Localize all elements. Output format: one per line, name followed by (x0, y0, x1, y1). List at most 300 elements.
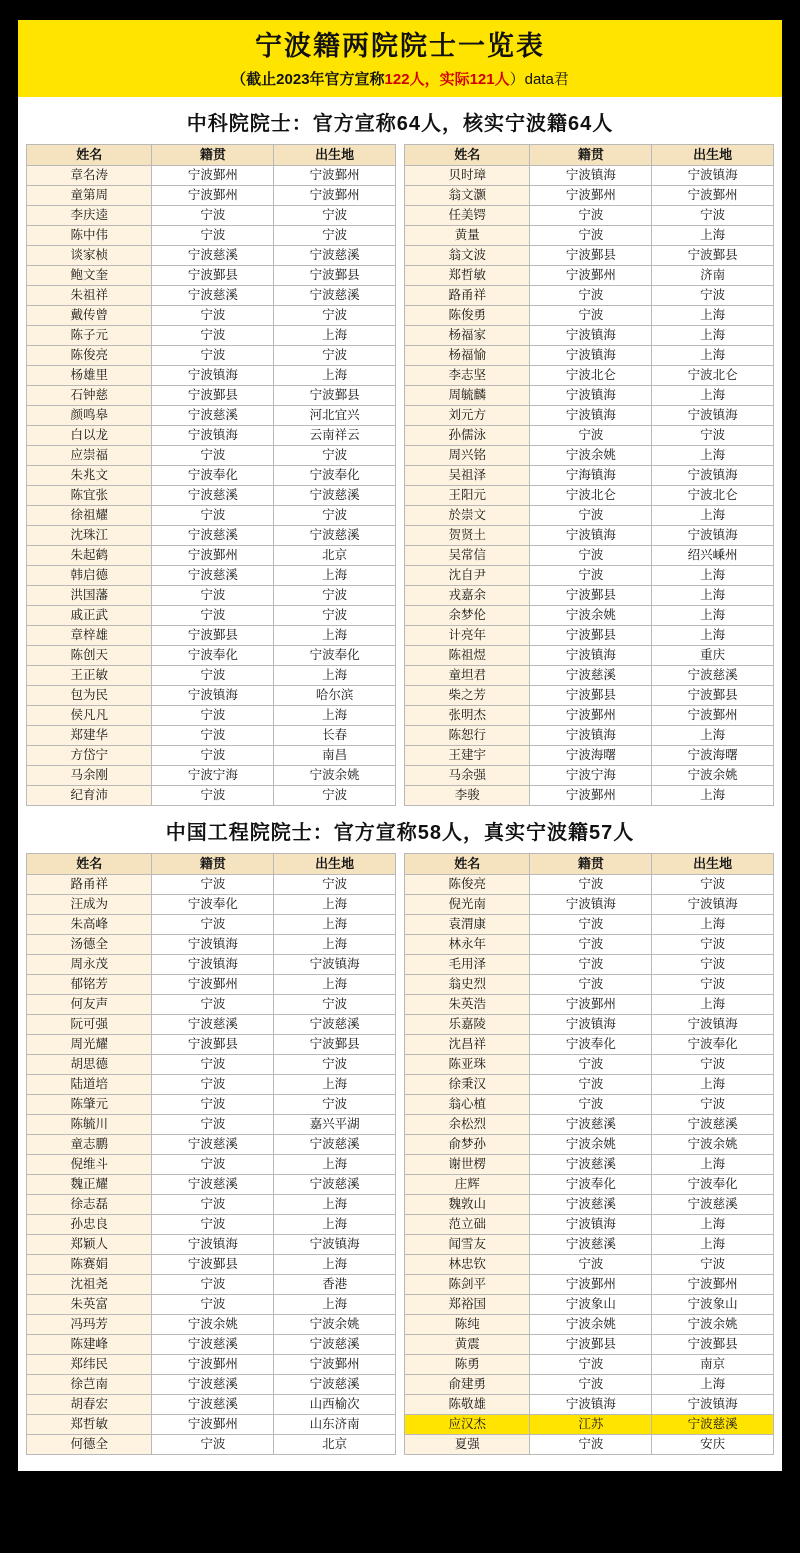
cell-ancestry: 宁波鄞县 (152, 265, 274, 285)
cell-ancestry: 宁波 (152, 305, 274, 325)
cell-birthplace: 宁波 (274, 205, 396, 225)
cell-ancestry: 宁波 (152, 325, 274, 345)
cell-name: 倪光南 (405, 894, 530, 914)
cell-ancestry: 宁波 (530, 225, 652, 245)
cas-table-right (404, 144, 774, 806)
col-name: 姓名 (405, 853, 530, 874)
cell-ancestry: 宁波 (530, 545, 652, 565)
table-row (27, 725, 396, 745)
cell-ancestry: 宁波宁海 (152, 765, 274, 785)
col-birthplace: 出生地 (274, 144, 396, 165)
table-row (27, 745, 396, 765)
cell-birthplace: 安庆 (652, 1434, 774, 1454)
cell-name: 郁铭芳 (27, 974, 152, 994)
table-row (405, 1314, 774, 1334)
col-name: 姓名 (405, 144, 530, 165)
cell-name: 戎嘉余 (405, 585, 530, 605)
cell-ancestry: 宁波慈溪 (152, 405, 274, 425)
cell-birthplace: 上海 (652, 1154, 774, 1174)
cell-name: 鲍文奎 (27, 265, 152, 285)
table-row (405, 185, 774, 205)
cell-birthplace: 上海 (274, 665, 396, 685)
table-row (27, 165, 396, 185)
cell-birthplace: 宁波鄞州 (652, 1274, 774, 1294)
cell-name: 胡思德 (27, 1054, 152, 1074)
cell-name: 陈俊勇 (405, 305, 530, 325)
table-row (27, 285, 396, 305)
cell-birthplace: 上海 (274, 625, 396, 645)
cell-name: 方岱宁 (27, 745, 152, 765)
table-row (27, 1294, 396, 1314)
table-row (27, 1434, 396, 1454)
cell-birthplace: 宁波慈溪 (652, 1114, 774, 1134)
cell-ancestry: 宁波 (152, 914, 274, 934)
table-row (27, 765, 396, 785)
cell-birthplace: 上海 (274, 565, 396, 585)
cell-birthplace: 宁波 (652, 425, 774, 445)
page-title: 宁波籍两院院士一览表 (255, 31, 545, 61)
cell-ancestry: 宁波奉化 (530, 1174, 652, 1194)
cell-ancestry: 宁波鄞州 (530, 265, 652, 285)
cell-birthplace: 重庆 (652, 645, 774, 665)
table-row (27, 1074, 396, 1094)
table-row (405, 205, 774, 225)
cell-name: 倪维斗 (27, 1154, 152, 1174)
cell-name: 郑哲敏 (27, 1414, 152, 1434)
cell-name: 朱英富 (27, 1294, 152, 1314)
cell-birthplace: 宁波鄞县 (274, 265, 396, 285)
cell-birthplace: 上海 (652, 325, 774, 345)
cell-name: 刘元方 (405, 405, 530, 425)
table-row (27, 1214, 396, 1234)
cell-name: 陈俊亮 (27, 345, 152, 365)
table-row (27, 1094, 396, 1114)
cell-birthplace: 河北宜兴 (274, 405, 396, 425)
cell-birthplace: 宁波 (274, 1054, 396, 1074)
cell-ancestry: 宁波 (152, 745, 274, 765)
cell-name: 翁文波 (405, 245, 530, 265)
cell-ancestry: 宁波镇海 (530, 894, 652, 914)
cell-ancestry: 宁波镇海 (530, 385, 652, 405)
cell-name: 贝时璋 (405, 165, 530, 185)
cell-name: 陈剑平 (405, 1274, 530, 1294)
cell-birthplace: 宁波 (274, 305, 396, 325)
table-row (405, 1074, 774, 1094)
cell-name: 何德全 (27, 1434, 152, 1454)
cell-name: 路甬祥 (27, 874, 152, 894)
table-row (405, 1274, 774, 1294)
cell-name: 李骏 (405, 785, 530, 805)
cell-name: 毛用泽 (405, 954, 530, 974)
cae-table-left (26, 853, 396, 1455)
table-row (405, 1154, 774, 1174)
cell-ancestry: 宁波慈溪 (152, 1394, 274, 1414)
cae-table-right (404, 853, 774, 1455)
col-ancestry: 籍贯 (152, 853, 274, 874)
table-row (405, 245, 774, 265)
cell-ancestry: 宁波镇海 (530, 1394, 652, 1414)
cell-name: 郑纬民 (27, 1354, 152, 1374)
cell-name: 张明杰 (405, 705, 530, 725)
cell-birthplace: 上海 (652, 445, 774, 465)
section-heading-cae: 中国工程院院士：官方宣称58人，真实宁波籍57人 (18, 806, 782, 853)
cell-birthplace: 上海 (274, 1154, 396, 1174)
table-row (405, 1054, 774, 1074)
cell-name: 任美锷 (405, 205, 530, 225)
cell-ancestry: 宁波奉化 (530, 1034, 652, 1054)
cell-name: 吴祖泽 (405, 465, 530, 485)
cell-ancestry: 宁波鄞州 (530, 185, 652, 205)
cell-birthplace: 上海 (274, 1294, 396, 1314)
cell-ancestry: 宁波鄞县 (152, 625, 274, 645)
table-row (27, 1014, 396, 1034)
cell-birthplace: 北京 (274, 545, 396, 565)
table-row (27, 1334, 396, 1354)
cell-birthplace: 宁波 (652, 934, 774, 954)
cell-ancestry: 宁波 (152, 785, 274, 805)
table-row (27, 265, 396, 285)
cell-name: 黄震 (405, 1334, 530, 1354)
table-row (27, 605, 396, 625)
cell-name: 魏正耀 (27, 1174, 152, 1194)
cell-name: 陈俊亮 (405, 874, 530, 894)
cell-ancestry: 宁波鄞州 (530, 785, 652, 805)
cell-birthplace: 上海 (274, 934, 396, 954)
cell-name: 魏敦山 (405, 1194, 530, 1214)
cell-birthplace: 上海 (652, 505, 774, 525)
cell-birthplace: 上海 (652, 585, 774, 605)
cell-birthplace: 宁波余姚 (274, 1314, 396, 1334)
cell-birthplace: 宁波 (652, 285, 774, 305)
cell-name: 陈肇元 (27, 1094, 152, 1114)
table-row (405, 605, 774, 625)
cell-birthplace: 山西榆次 (274, 1394, 396, 1414)
cell-birthplace: 宁波 (274, 225, 396, 245)
cell-name: 王正敏 (27, 665, 152, 685)
col-name: 姓名 (27, 853, 152, 874)
table-row (405, 1174, 774, 1194)
table-row (405, 1194, 774, 1214)
table-row (405, 874, 774, 894)
cell-ancestry: 宁波 (152, 725, 274, 745)
cell-ancestry: 宁波 (152, 1214, 274, 1234)
cell-ancestry: 宁波奉化 (152, 894, 274, 914)
cell-ancestry: 宁波 (152, 605, 274, 625)
cell-birthplace: 宁波鄞州 (274, 165, 396, 185)
table-row (27, 974, 396, 994)
table-row (405, 1114, 774, 1134)
cell-name: 汤德全 (27, 934, 152, 954)
cell-birthplace: 宁波慈溪 (652, 665, 774, 685)
table-row (27, 994, 396, 1014)
cell-ancestry: 宁波奉化 (152, 645, 274, 665)
cell-ancestry: 宁波象山 (530, 1294, 652, 1314)
table-row (405, 1354, 774, 1374)
cell-birthplace: 宁波象山 (652, 1294, 774, 1314)
cell-name: 童坦君 (405, 665, 530, 685)
cell-birthplace: 宁波鄞州 (652, 705, 774, 725)
table-row (27, 954, 396, 974)
table-row (27, 1134, 396, 1154)
page-subtitle (18, 68, 782, 89)
cell-ancestry: 宁波 (152, 345, 274, 365)
table-row (405, 325, 774, 345)
cell-ancestry: 宁波 (152, 1154, 274, 1174)
table-row (405, 465, 774, 485)
table-row (405, 585, 774, 605)
cell-birthplace: 上海 (652, 385, 774, 405)
table-row (27, 645, 396, 665)
cell-birthplace: 宁波慈溪 (274, 525, 396, 545)
cell-name: 徐志磊 (27, 1194, 152, 1214)
cell-name: 侯凡凡 (27, 705, 152, 725)
cell-ancestry: 宁波慈溪 (152, 285, 274, 305)
col-ancestry: 籍贯 (530, 853, 652, 874)
cell-name: 戚正武 (27, 605, 152, 625)
table-row (27, 1194, 396, 1214)
cell-birthplace: 宁波慈溪 (652, 1414, 774, 1434)
cell-birthplace: 上海 (652, 1214, 774, 1234)
cell-name: 余松烈 (405, 1114, 530, 1134)
cell-ancestry: 宁波镇海 (530, 405, 652, 425)
cell-name: 王阳元 (405, 485, 530, 505)
table-row (405, 745, 774, 765)
table-row (405, 1414, 774, 1434)
table-row (27, 385, 396, 405)
col-birthplace: 出生地 (652, 853, 774, 874)
cell-ancestry: 宁波镇海 (152, 934, 274, 954)
table-row (405, 665, 774, 685)
cell-name: 乐嘉陵 (405, 1014, 530, 1034)
col-ancestry: 籍贯 (152, 144, 274, 165)
table-row (27, 365, 396, 385)
cell-name: 何友声 (27, 994, 152, 1014)
table-row (405, 545, 774, 565)
table-row (405, 425, 774, 445)
cell-birthplace: 宁波慈溪 (274, 285, 396, 305)
cell-birthplace: 宁波 (274, 505, 396, 525)
cell-name: 朱英浩 (405, 994, 530, 1014)
cell-ancestry: 宁波慈溪 (152, 1374, 274, 1394)
table-row (27, 185, 396, 205)
cell-birthplace: 宁波镇海 (652, 165, 774, 185)
cell-name: 陈子元 (27, 325, 152, 345)
cell-birthplace: 宁波慈溪 (274, 1014, 396, 1034)
subtitle-actual-count: 实际121人 (439, 70, 510, 88)
cell-birthplace: 宁波鄞州 (274, 1354, 396, 1374)
cell-ancestry: 宁波 (530, 874, 652, 894)
table-row (405, 445, 774, 465)
table-header-row (27, 853, 396, 874)
cell-name: 陈恕行 (405, 725, 530, 745)
table-row (405, 974, 774, 994)
cell-birthplace: 宁波 (652, 1254, 774, 1274)
cell-birthplace: 宁波镇海 (652, 525, 774, 545)
cell-ancestry: 宁波余姚 (152, 1314, 274, 1334)
cell-name: 石钟慈 (27, 385, 152, 405)
cell-birthplace: 宁波鄞县 (274, 385, 396, 405)
subtitle-suffix: ）data君 (509, 70, 569, 88)
title-band (18, 20, 782, 97)
cell-ancestry: 江苏 (530, 1414, 652, 1434)
cell-ancestry: 宁波鄞县 (152, 1254, 274, 1274)
subtitle-official-count: 122人， (384, 70, 440, 88)
table-row (405, 405, 774, 425)
table-row (27, 1314, 396, 1334)
cell-birthplace: 上海 (652, 345, 774, 365)
cell-birthplace: 上海 (652, 1374, 774, 1394)
cell-name: 陆道培 (27, 1074, 152, 1094)
cell-birthplace: 宁波 (652, 1094, 774, 1114)
cell-birthplace: 长春 (274, 725, 396, 745)
cell-name: 韩启德 (27, 565, 152, 585)
cell-name: 贺贤土 (405, 525, 530, 545)
cell-ancestry: 宁波鄞州 (530, 994, 652, 1014)
cell-birthplace: 上海 (652, 994, 774, 1014)
cell-birthplace: 宁波 (274, 1094, 396, 1114)
cell-ancestry: 宁波北仑 (530, 365, 652, 385)
cell-ancestry: 宁波鄞州 (152, 185, 274, 205)
table-row (27, 1394, 396, 1414)
cell-ancestry: 宁波奉化 (152, 465, 274, 485)
table-row (27, 914, 396, 934)
cell-name: 俞建勇 (405, 1374, 530, 1394)
cell-ancestry: 宁波慈溪 (152, 245, 274, 265)
cell-birthplace: 宁波慈溪 (274, 485, 396, 505)
cell-birthplace: 宁波 (652, 205, 774, 225)
cell-ancestry: 宁波 (152, 1434, 274, 1454)
cell-ancestry: 宁波 (530, 285, 652, 305)
cell-name: 李庆逵 (27, 205, 152, 225)
cell-name: 朱起鹤 (27, 545, 152, 565)
cell-ancestry: 宁波 (530, 1094, 652, 1114)
table-row (27, 1054, 396, 1074)
cell-ancestry: 宁波鄞县 (152, 385, 274, 405)
cell-ancestry: 宁波 (152, 1274, 274, 1294)
cell-birthplace: 宁波 (652, 954, 774, 974)
cell-name: 朱高峰 (27, 914, 152, 934)
cell-ancestry: 宁波鄞州 (152, 545, 274, 565)
table-row (27, 325, 396, 345)
cell-birthplace: 山东济南 (274, 1414, 396, 1434)
table-row (27, 705, 396, 725)
cell-ancestry: 宁波镇海 (530, 1214, 652, 1234)
cell-name: 童第周 (27, 185, 152, 205)
cell-name: 陈建峰 (27, 1334, 152, 1354)
cell-ancestry: 宁波镇海 (152, 365, 274, 385)
cell-ancestry: 宁波鄞县 (530, 1334, 652, 1354)
cell-birthplace: 宁波鄞县 (652, 245, 774, 265)
table-row (27, 1114, 396, 1134)
cell-name: 陈敬雄 (405, 1394, 530, 1414)
table-row (405, 165, 774, 185)
cell-name: 孙忠良 (27, 1214, 152, 1234)
cell-birthplace: 上海 (274, 1194, 396, 1214)
cell-ancestry: 宁波镇海 (152, 425, 274, 445)
cell-birthplace: 宁波慈溪 (652, 1194, 774, 1214)
cell-birthplace: 宁波 (652, 874, 774, 894)
table-row (27, 934, 396, 954)
cell-name: 庄辉 (405, 1174, 530, 1194)
table-row (405, 1094, 774, 1114)
cell-ancestry: 宁波鄞县 (530, 685, 652, 705)
cell-birthplace: 上海 (274, 894, 396, 914)
table-row (405, 1014, 774, 1034)
table-row (405, 994, 774, 1014)
cell-birthplace: 云南祥云 (274, 425, 396, 445)
table-row (27, 225, 396, 245)
cell-birthplace: 宁波奉化 (652, 1174, 774, 1194)
cell-name: 周永茂 (27, 954, 152, 974)
cell-birthplace: 宁波鄞县 (652, 685, 774, 705)
cell-ancestry: 宁波慈溪 (530, 665, 652, 685)
cell-ancestry: 宁波镇海 (530, 165, 652, 185)
cell-name: 徐祖耀 (27, 505, 152, 525)
table-row (405, 914, 774, 934)
cell-birthplace: 宁波慈溪 (274, 245, 396, 265)
cell-ancestry: 宁波镇海 (530, 525, 652, 545)
cell-name: 翁文灏 (405, 185, 530, 205)
cell-birthplace: 宁波余姚 (652, 1134, 774, 1154)
table-row (405, 1214, 774, 1234)
cell-name: 汪成为 (27, 894, 152, 914)
cell-birthplace: 宁波 (274, 785, 396, 805)
cell-name: 陈勇 (405, 1354, 530, 1374)
cell-ancestry: 宁波鄞州 (530, 705, 652, 725)
cell-birthplace: 宁波镇海 (652, 894, 774, 914)
cell-birthplace: 上海 (652, 625, 774, 645)
table-row (405, 1374, 774, 1394)
table-row (405, 894, 774, 914)
cell-birthplace: 上海 (274, 974, 396, 994)
cell-birthplace: 宁波慈溪 (274, 1134, 396, 1154)
cell-birthplace: 上海 (652, 725, 774, 745)
cell-name: 沈昌祥 (405, 1034, 530, 1054)
table-row (405, 645, 774, 665)
table-row (27, 1354, 396, 1374)
table-row (27, 565, 396, 585)
table-row (27, 305, 396, 325)
cell-ancestry: 宁波慈溪 (530, 1154, 652, 1174)
cell-birthplace: 哈尔滨 (274, 685, 396, 705)
table-row (405, 685, 774, 705)
table-row (27, 445, 396, 465)
table-row (27, 345, 396, 365)
table-header-row (405, 144, 774, 165)
cell-birthplace: 宁波镇海 (652, 1014, 774, 1034)
table-row (405, 365, 774, 385)
cell-ancestry: 宁波 (152, 874, 274, 894)
cell-ancestry: 宁波 (530, 1354, 652, 1374)
cell-name: 应崇福 (27, 445, 152, 465)
col-ancestry: 籍贯 (530, 144, 652, 165)
table-row (405, 525, 774, 545)
subtitle-prefix: （截止2023年官方宣称 (231, 70, 385, 88)
cell-name: 白以龙 (27, 425, 152, 445)
cell-ancestry: 宁波 (530, 1054, 652, 1074)
table-row (27, 1254, 396, 1274)
table-row (27, 545, 396, 565)
cell-birthplace: 宁波镇海 (652, 465, 774, 485)
cell-ancestry: 宁波 (530, 934, 652, 954)
cell-ancestry: 宁波镇海 (152, 685, 274, 705)
cell-ancestry: 宁波镇海 (152, 954, 274, 974)
table-row (27, 665, 396, 685)
poster-sheet (18, 20, 782, 1471)
cell-name: 林永年 (405, 934, 530, 954)
cell-birthplace: 宁波北仑 (652, 485, 774, 505)
cell-birthplace: 南昌 (274, 745, 396, 765)
